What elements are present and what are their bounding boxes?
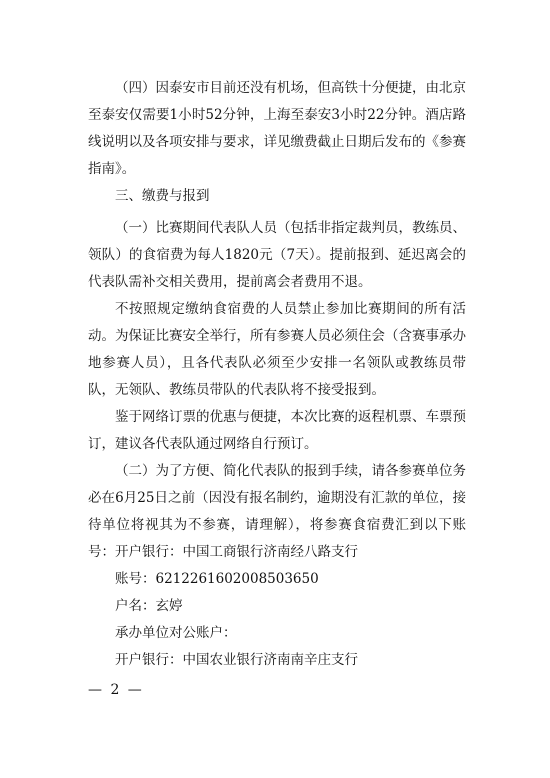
paragraph-accommodation-fee: （一）比赛期间代表队人员（包括非指定裁判员，教练员、领队）的食宿费为每人1820元（7天）。提前报到、延迟离会的代表队需补交相关费用，提前离会者费用不退。 [88, 220, 466, 290]
corporate-account-label: 承办单位对公账户： [115, 625, 237, 641]
paragraph-transport-info: （四）因泰安市目前还没有机场，但高铁十分便捷，由北京至泰安仅需要1小时52分钟，上海至泰安3小时22分钟。酒店路线说明以及各项安排与要求，详见缴费截止日期后发布的《参赛指南》。 [88, 80, 466, 177]
account-name: 户名：玄婷 [115, 598, 183, 614]
paragraph-ticket-booking: 鉴于网络订票的优惠与便捷，本次比赛的返程机票、车票预订，建议各代表队通过网络自行预订。 [88, 409, 466, 452]
paragraph-payment-rules: 不按照规定缴纳食宿费的人员禁止参加比赛期间的所有活动。为保证比赛安全举行，所有参赛人员必须住会（含赛事承办地参赛人员），且各代表队必须至少安排一名领队或教练员带队，无领队、教练员带队的代表队将不接受报到。 [88, 301, 466, 398]
corporate-bank-name: 开户银行：中国农业银行济南南辛庄支行 [115, 652, 358, 668]
account-number: 账号：6212261602008503650 [115, 571, 319, 587]
paragraph-registration: （二）为了方便、简化代表队的报到手续，请各参赛单位务必在6月25日之前（因没有报名制约，逾期没有汇款的单位，接待单位将视其为不参赛，请理解），将参赛食宿费汇到以下账号：开户银行：中国工商银行济南经八路支行 [88, 463, 466, 560]
section-heading-fees: 三、缴费与报到 [115, 188, 210, 204]
page-number: — 2 — [88, 682, 144, 698]
